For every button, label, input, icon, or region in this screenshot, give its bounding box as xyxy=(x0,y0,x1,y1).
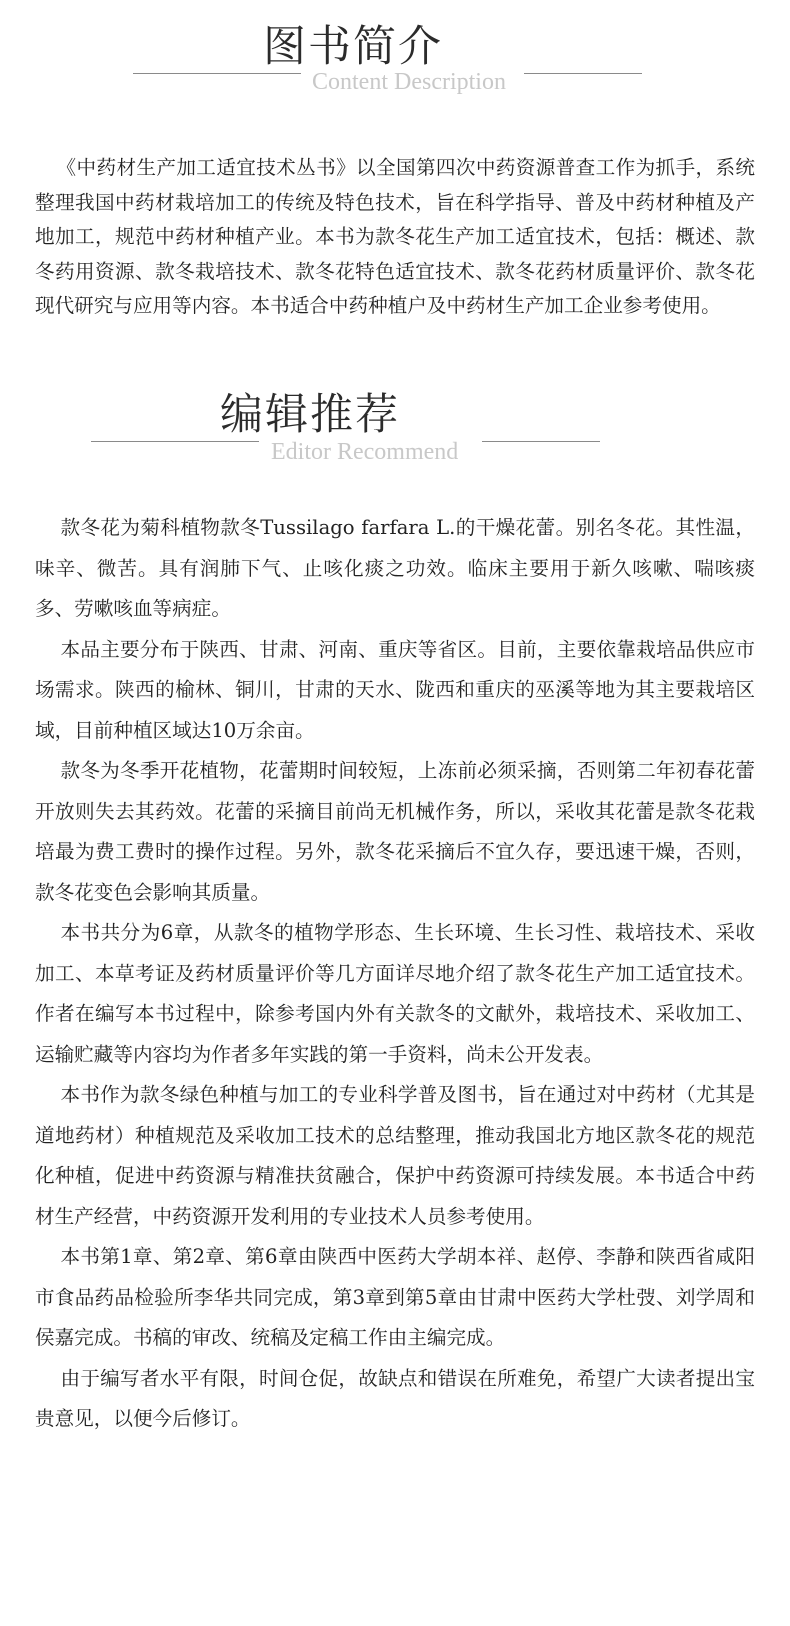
content-description-title: 图书简介 xyxy=(263,22,443,72)
recommend-paragraph: 本书共分为6章，从款冬的植物学形态、生长环境、生长习性、栽培技术、采收加工、本草考证及药材质量评价等几方面详尽地介绍了款冬花生产加工适宜技术。作者在编写本书过程中，除参考国内外有关款冬的文献外，栽培技术、采收加工、运输贮藏等内容均为作者多年实践的第一手资料，尚未公开发表。 xyxy=(35,921,755,1066)
content-description-subtitle: Content Description xyxy=(312,69,506,95)
heading-divider-right xyxy=(524,73,642,74)
heading-divider-left xyxy=(133,73,301,74)
content-description-body xyxy=(35,151,755,324)
recommend-paragraph: 款冬为冬季开花植物，花蕾期时间较短，上冻前必须采摘，否则第二年初春花蕾开放则失去其药效。花蕾的采摘目前尚无机械作务，所以，采收其花蕾是款冬花栽培最为费工费时的操作过程。另外，款冬花采摘后不宜久存，要迅速干燥，否则，款冬花变色会影响其质量。 xyxy=(35,759,755,904)
editor-recommend-body xyxy=(35,508,755,1440)
recommend-paragraph: 本书第1章、第2章、第6章由陕西中医药大学胡本祥、赵停、李静和陕西省咸阳市食品药品检验所李华共同完成，第3章到第5章由甘肃中医药大学杜弢、刘学周和侯嘉完成。书稿的审改、统稿及定稿工作由主编完成。 xyxy=(35,1245,755,1349)
heading-divider-left xyxy=(91,441,259,442)
description-paragraph: 《中药材生产加工适宜技术丛书》以全国第四次中药资源普查工作为抓手，系统整理我国中药材栽培加工的传统及特色技术，旨在科学指导、普及中药材种植及产地加工，规范中药材种植产业。本书为款冬花生产加工适宜技术，包括：概述、款冬药用资源、款冬栽培技术、款冬花特色适宜技术、款冬花药材质量评价、款冬花现代研究与应用等内容。本书适合中药种植户及中药材生产加工企业参考使用。 xyxy=(35,156,755,317)
recommend-paragraph: 款冬花为菊科植物款冬Tussilago farfara L.的干燥花蕾。别名冬花。其性温，味辛、微苦。具有润肺下气、止咳化痰之功效。临床主要用于新久咳嗽、喘咳痰多、劳嗽咳血等病症。 xyxy=(35,516,755,620)
editor-recommend-title: 编辑推荐 xyxy=(220,390,400,440)
editor-recommend-heading xyxy=(0,370,790,480)
content-description-heading xyxy=(0,0,790,110)
recommend-paragraph: 由于编写者水平有限，时间仓促，故缺点和错误在所难免，希望广大读者提出宝贵意见，以便今后修订。 xyxy=(35,1366,755,1430)
recommend-paragraph: 本品主要分布于陕西、甘肃、河南、重庆等省区。目前，主要依靠栽培品供应市场需求。陕西的榆林、铜川，甘肃的天水、陇西和重庆的巫溪等地为其主要栽培区域，目前种植区域达10万余亩。 xyxy=(35,637,755,742)
recommend-paragraph: 本书作为款冬绿色种植与加工的专业科学普及图书，旨在通过对中药材（尤其是道地药材）种植规范及采收加工技术的总结整理，推动我国北方地区款冬花的规范化种植，促进中药资源与精准扶贫融合，保护中药资源可持续发展。本书适合中药材生产经营，中药资源开发利用的专业技术人员参考使用。 xyxy=(35,1083,755,1228)
heading-divider-right xyxy=(482,441,600,442)
editor-recommend-subtitle: Editor Recommend xyxy=(271,439,459,465)
